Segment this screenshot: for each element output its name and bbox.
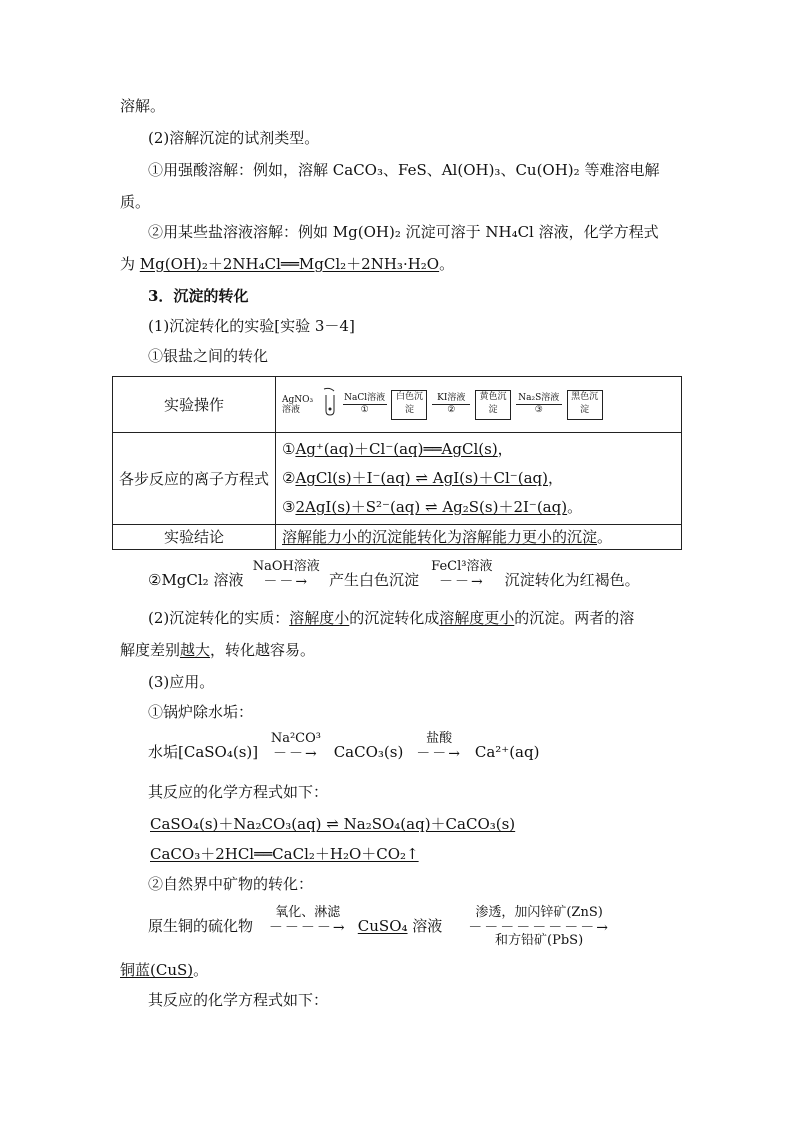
text-line: (2)溶解沉淀的试剂类型。 xyxy=(148,129,320,147)
arrow-icon: －－→ xyxy=(416,745,462,762)
text-line: (2)沉淀转化的实质：溶解度小的沉淀转化成溶解度更小的沉淀。两者的溶 xyxy=(148,609,635,627)
chemical-equation: CaSO₄(s)＋Na₂CO₃(aq) ⇌ Na₂SO₄(aq)＋CaCO₃(s) xyxy=(150,815,516,833)
chemical-equation: CaCO₃＋2HCl══CaCl₂＋H₂O＋CO₂↑ xyxy=(150,845,419,863)
precipitate-box: 黄色沉淀 xyxy=(475,390,511,420)
arrow-icon: －－→ xyxy=(263,573,310,590)
text-line: ①用强酸溶解：例如，溶解 CaCO₃、FeS、Al(OH)₃、Cu(OH)₂ 等难溶电解 xyxy=(148,161,660,179)
arrow-condition: Na²CO³ xyxy=(270,730,321,746)
step-number: ③ xyxy=(516,404,562,416)
text: 。 xyxy=(439,255,455,273)
table-header-cell: 实验结论 xyxy=(113,525,276,550)
conclusion-text: 溶解能力小的沉淀能转化为溶解能力更小的沉淀 xyxy=(282,528,598,546)
arrow-condition: 氧化、淋滤 xyxy=(275,904,341,920)
table-header-cell: 实验操作 xyxy=(113,377,276,433)
text-line xyxy=(120,254,454,274)
text: 为 xyxy=(120,255,140,273)
experiment-table xyxy=(112,376,682,550)
answer-blank: CuSO₄ xyxy=(357,917,408,935)
arrow-condition: 渗透，加闪锌矿(ZnS) xyxy=(475,904,603,920)
conclusion-cell: 溶解能力小的沉淀能转化为溶解能力更小的沉淀。 xyxy=(276,525,682,550)
ion-equation: 2AgI(s)＋S²⁻(aq) ⇌ Ag₂S(s)＋2I⁻(aq) xyxy=(295,498,568,516)
step-reagent: KI溶液 xyxy=(437,393,466,403)
text-line: 解度差别越大，转化越容易。 xyxy=(120,641,316,659)
precipitate-box: 白色沉淀 xyxy=(391,390,427,420)
answer-equation: Mg(OH)₂＋2NH₄Cl══MgCl₂＋2NH₃·H₂O xyxy=(139,255,440,273)
step-reagent: NaCl溶液 xyxy=(344,393,386,403)
text-line: ①锅炉除水垢： xyxy=(148,703,254,721)
answer-blank: 铜蓝(CuS) xyxy=(120,961,194,979)
text-line: ①银盐之间的转化 xyxy=(148,347,269,365)
table-header-cell: 各步反应的离子方程式 xyxy=(113,433,276,525)
mg-conversion-line: ②MgCl₂ 溶液 NaOH溶液 －－→ 产生白色沉淀 FeCl³溶液 －－→ 沉淀转化为红褐色。 xyxy=(148,558,640,590)
answer-blank: 溶解度更小 xyxy=(439,609,515,627)
mineral-conversion-line: 原生铜的硫化物 氧化、淋滤 －－－－→ CuSO₄ 溶液 渗透，加闪锌矿(ZnS) －－－－－－－－→ 和方铅矿(PbS) xyxy=(148,916,631,938)
text-line: (3)应用。 xyxy=(148,673,215,691)
arrow-icon: －－→ xyxy=(438,573,485,590)
text-line: 铜蓝(CuS)。 xyxy=(120,961,209,979)
section-heading: 3．沉淀的转化 xyxy=(148,287,249,305)
ion-equation: AgCl(s)＋I⁻(aq) ⇌ AgI(s)＋Cl⁻(aq) xyxy=(295,469,548,487)
text-line: ②自然界中矿物的转化： xyxy=(148,875,314,893)
answer-blank: 越大 xyxy=(180,641,211,659)
arrow-condition: NaOH溶液 xyxy=(252,558,320,574)
text-line: ②用某些盐溶液溶解：例如 Mg(OH)₂ 沉淀可溶于 NH₄Cl 溶液，化学方程式 xyxy=(148,223,659,241)
step-reagent: Na₂S溶液 xyxy=(518,393,560,403)
step-number: ② xyxy=(432,404,470,416)
experiment-diagram xyxy=(276,377,682,433)
answer-blank: 溶解度小 xyxy=(289,609,350,627)
text-line: 其反应的化学方程式如下： xyxy=(148,783,329,801)
precipitate-box: 黑色沉淀 xyxy=(567,390,603,420)
reagent-label: AgNO₃ 溶液 xyxy=(282,394,314,415)
arrow-condition: 盐酸 xyxy=(426,730,453,746)
step-number: ① xyxy=(343,404,387,416)
text-line: 其反应的化学方程式如下： xyxy=(148,991,329,1009)
text-line: 溶解。 xyxy=(120,97,166,115)
arrow-icon: －－－－－－－－→ xyxy=(468,919,610,936)
arrow-condition: 和方铅矿(PbS) xyxy=(495,932,584,948)
arrow-icon: －－→ xyxy=(273,745,319,762)
text-line: (1)沉淀转化的实验[实验 3－4] xyxy=(148,317,355,335)
ion-equation: Ag⁺(aq)＋Cl⁻(aq)══AgCl(s) xyxy=(295,440,498,458)
arrow-condition: FeCl³溶液 xyxy=(431,558,493,574)
arrow-icon: －－－－→ xyxy=(268,919,347,936)
scale-removal-line: 水垢[CaSO₄(s)] Na²CO³ －－→ CaCO₃(s) 盐酸 －－→ Ca²⁺(aq) xyxy=(148,730,540,762)
ion-equations-cell: ①Ag⁺(aq)＋Cl⁻(aq)══AgCl(s)， ②AgCl(s)＋I⁻(aq) ⇌ AgI(s)＋Cl⁻(aq)， ③2AgI(s)＋S²⁻(aq) ⇌ Ag₂S(s)＋2I⁻(aq)。 xyxy=(276,433,682,525)
test-tube-icon xyxy=(322,387,338,422)
text-line: 质。 xyxy=(120,193,151,211)
